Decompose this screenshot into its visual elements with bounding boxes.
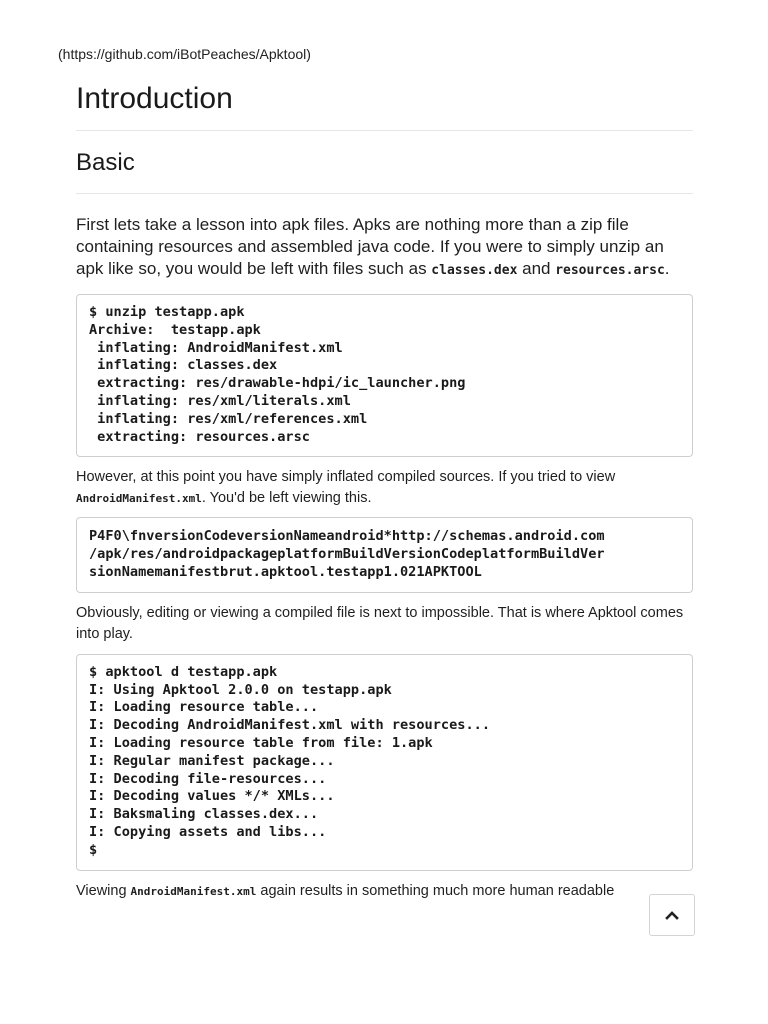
inline-code-resources-arsc: resources.arsc <box>555 263 665 278</box>
inflated-text-1: However, at this point you have simply inflated compiled sources. If you tried to view <box>76 469 616 486</box>
readable-text-1: Viewing <box>76 882 131 899</box>
intro-text-2: and <box>517 259 556 278</box>
scroll-to-top-button[interactable] <box>649 894 695 936</box>
code-block-unzip: $ unzip testapp.apk Archive: testapp.apk inflating: AndroidManifest.xml inflating: classes.dex extracting: res/drawable-hdpi/ic_launcher.png inflating: res/xml/literals.xml inflating: res/xml/references.xml extracting: resources.arsc <box>76 294 693 457</box>
inline-code-manifest: AndroidManifest.xml <box>76 492 202 506</box>
code-block-apktool-decode: $ apktool d testapp.apk I: Using Apktool 2.0.0 on testapp.apk I: Loading resource table... I: Decoding AndroidManifest.xml with resources... I: Loading resource table from file: 1.apk I: Regular manifest package... I: Decoding file-resources... I: Decoding values */* XMLs... I: Baksmaling classes.dex... I: Copying assets and libs... $ <box>76 654 693 871</box>
code-block-binary-manifest: P4F0\fnversionCodeversionNameandroid*http://schemas.android.com /apk/res/androidpackageplatformBuildVersionCodeplatformBuildVer sionNamemanifestbrut.apktool.testapp1.021APKTOOL <box>76 517 693 592</box>
readable-paragraph <box>76 881 693 902</box>
apktool-intro-paragraph: Obviously, editing or viewing a compiled file is next to impossible. That is where Apktool comes into play. <box>76 604 684 642</box>
inflated-paragraph <box>76 467 693 509</box>
chevron-up-icon <box>665 910 679 920</box>
intro-text-3: . <box>664 259 670 278</box>
source-link[interactable]: (https://github.com/iBotPeaches/Apktool) <box>58 46 311 62</box>
inline-code-manifest-2: AndroidManifest.xml <box>130 884 257 898</box>
readable-text-2: again results in something much more human readable <box>256 882 615 899</box>
inflated-text-2: . You'd be left viewing this. <box>201 490 372 507</box>
section-heading-basic: Basic <box>76 149 693 194</box>
inline-code-classes-dex: classes.dex <box>431 263 518 278</box>
intro-paragraph <box>76 214 693 282</box>
main-content <box>76 78 693 902</box>
intro-text-1: First lets take a lesson into apk files. Apks are nothing more than a zip file containing resources and assembled java code. If you were to simply unzip an apk like so, you would be left with files such as <box>76 215 664 278</box>
page-title: Introduction <box>76 78 693 131</box>
